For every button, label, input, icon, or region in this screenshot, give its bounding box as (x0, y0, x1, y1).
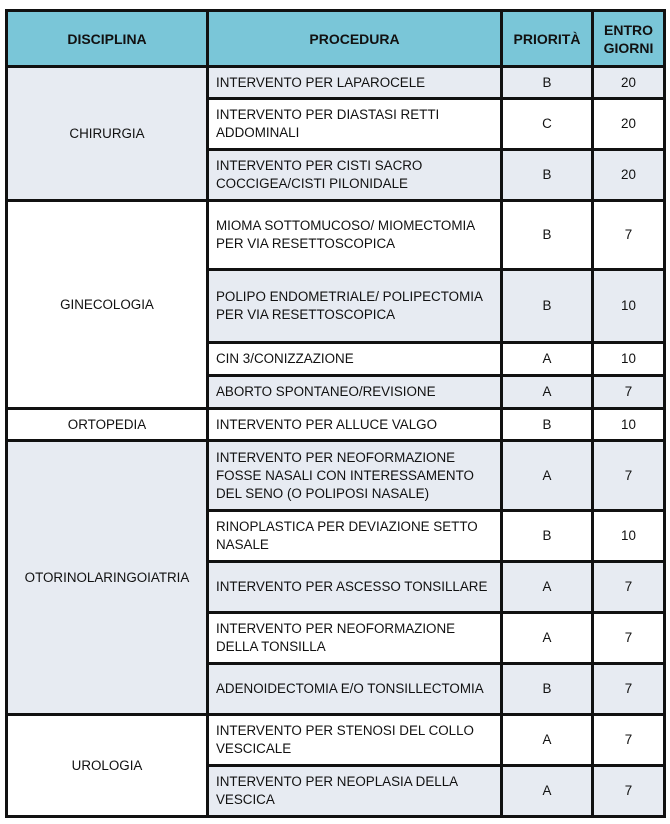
giorni-cell: 10 (593, 270, 665, 343)
procedura-cell: ADENOIDECTOMIA E/O TONSILLECTOMIA (208, 664, 502, 715)
header-giorni: GIORNI (603, 39, 654, 56)
priorita-cell: A (502, 766, 593, 817)
giorni-cell: 20 (593, 99, 665, 150)
priorita-cell: B (502, 150, 593, 201)
header-entro-giorni (593, 11, 665, 67)
header-entro: ENTRO (604, 21, 653, 38)
priorita-cell: A (502, 562, 593, 613)
procedura-cell: INTERVENTO PER NEOPLASIA DELLA VESCICA (208, 766, 502, 817)
procedura-cell: INTERVENTO PER NEOFORMAZIONE FOSSE NASALI CON INTERESSAMENTO DEL SENO (O POLIPOSI NASALE) (208, 441, 502, 511)
table-row (7, 715, 665, 766)
giorni-cell: 10 (593, 409, 665, 441)
table-row (7, 67, 665, 99)
giorni-cell: 10 (593, 511, 665, 562)
giorni-cell: 7 (593, 766, 665, 817)
giorni-cell: 20 (593, 67, 665, 99)
giorni-cell: 7 (593, 562, 665, 613)
priorita-cell: A (502, 376, 593, 409)
priorita-cell: A (502, 441, 593, 511)
procedura-cell: INTERVENTO PER STENOSI DEL COLLO VESCICALE (208, 715, 502, 766)
procedures-table (5, 9, 666, 818)
table-row (7, 201, 665, 270)
giorni-cell: 7 (593, 376, 665, 409)
giorni-cell: 7 (593, 664, 665, 715)
header-disciplina: DISCIPLINA (7, 11, 208, 67)
giorni-cell: 20 (593, 150, 665, 201)
disciplina-cell: ORTOPEDIA (7, 409, 208, 441)
header-procedura: PROCEDURA (208, 11, 502, 67)
priorita-cell: B (502, 409, 593, 441)
procedura-cell: POLIPO ENDOMETRIALE/ POLIPECTOMIA PER VIA RESETTOSCOPICA (208, 270, 502, 343)
procedura-cell: CIN 3/CONIZZAZIONE (208, 343, 502, 376)
procedura-cell: INTERVENTO PER LAPAROCELE (208, 67, 502, 99)
procedura-cell: INTERVENTO PER CISTI SACRO COCCIGEA/CISTI PILONIDALE (208, 150, 502, 201)
giorni-cell: 10 (593, 343, 665, 376)
priorita-cell: B (502, 201, 593, 270)
procedura-cell: ABORTO SPONTANEO/REVISIONE (208, 376, 502, 409)
procedura-cell: INTERVENTO PER ASCESSO TONSILLARE (208, 562, 502, 613)
table-row (7, 409, 665, 441)
priorita-cell: B (502, 664, 593, 715)
header-priorita: PRIORITÀ (502, 11, 593, 67)
priorita-cell: A (502, 343, 593, 376)
disciplina-cell: GINECOLOGIA (7, 201, 208, 409)
disciplina-cell: OTORINOLARINGOIATRIA (7, 441, 208, 715)
giorni-cell: 7 (593, 201, 665, 270)
procedura-cell: INTERVENTO PER DIASTASI RETTI ADDOMINALI (208, 99, 502, 150)
priorita-cell: B (502, 67, 593, 99)
disciplina-cell: CHIRURGIA (7, 67, 208, 201)
priorita-cell: B (502, 511, 593, 562)
procedura-cell: INTERVENTO PER NEOFORMAZIONE DELLA TONSILLA (208, 613, 502, 664)
giorni-cell: 7 (593, 613, 665, 664)
table-row (7, 441, 665, 511)
priorita-cell: B (502, 270, 593, 343)
procedura-cell: INTERVENTO PER ALLUCE VALGO (208, 409, 502, 441)
giorni-cell: 7 (593, 715, 665, 766)
priorita-cell: C (502, 99, 593, 150)
disciplina-cell: UROLOGIA (7, 715, 208, 817)
procedura-cell: RINOPLASTICA PER DEVIAZIONE SETTO NASALE (208, 511, 502, 562)
priorita-cell: A (502, 715, 593, 766)
priorita-cell: A (502, 613, 593, 664)
giorni-cell: 7 (593, 441, 665, 511)
procedura-cell: MIOMA SOTTOMUCOSO/ MIOMECTOMIA PER VIA RESETTOSCOPICA (208, 201, 502, 270)
